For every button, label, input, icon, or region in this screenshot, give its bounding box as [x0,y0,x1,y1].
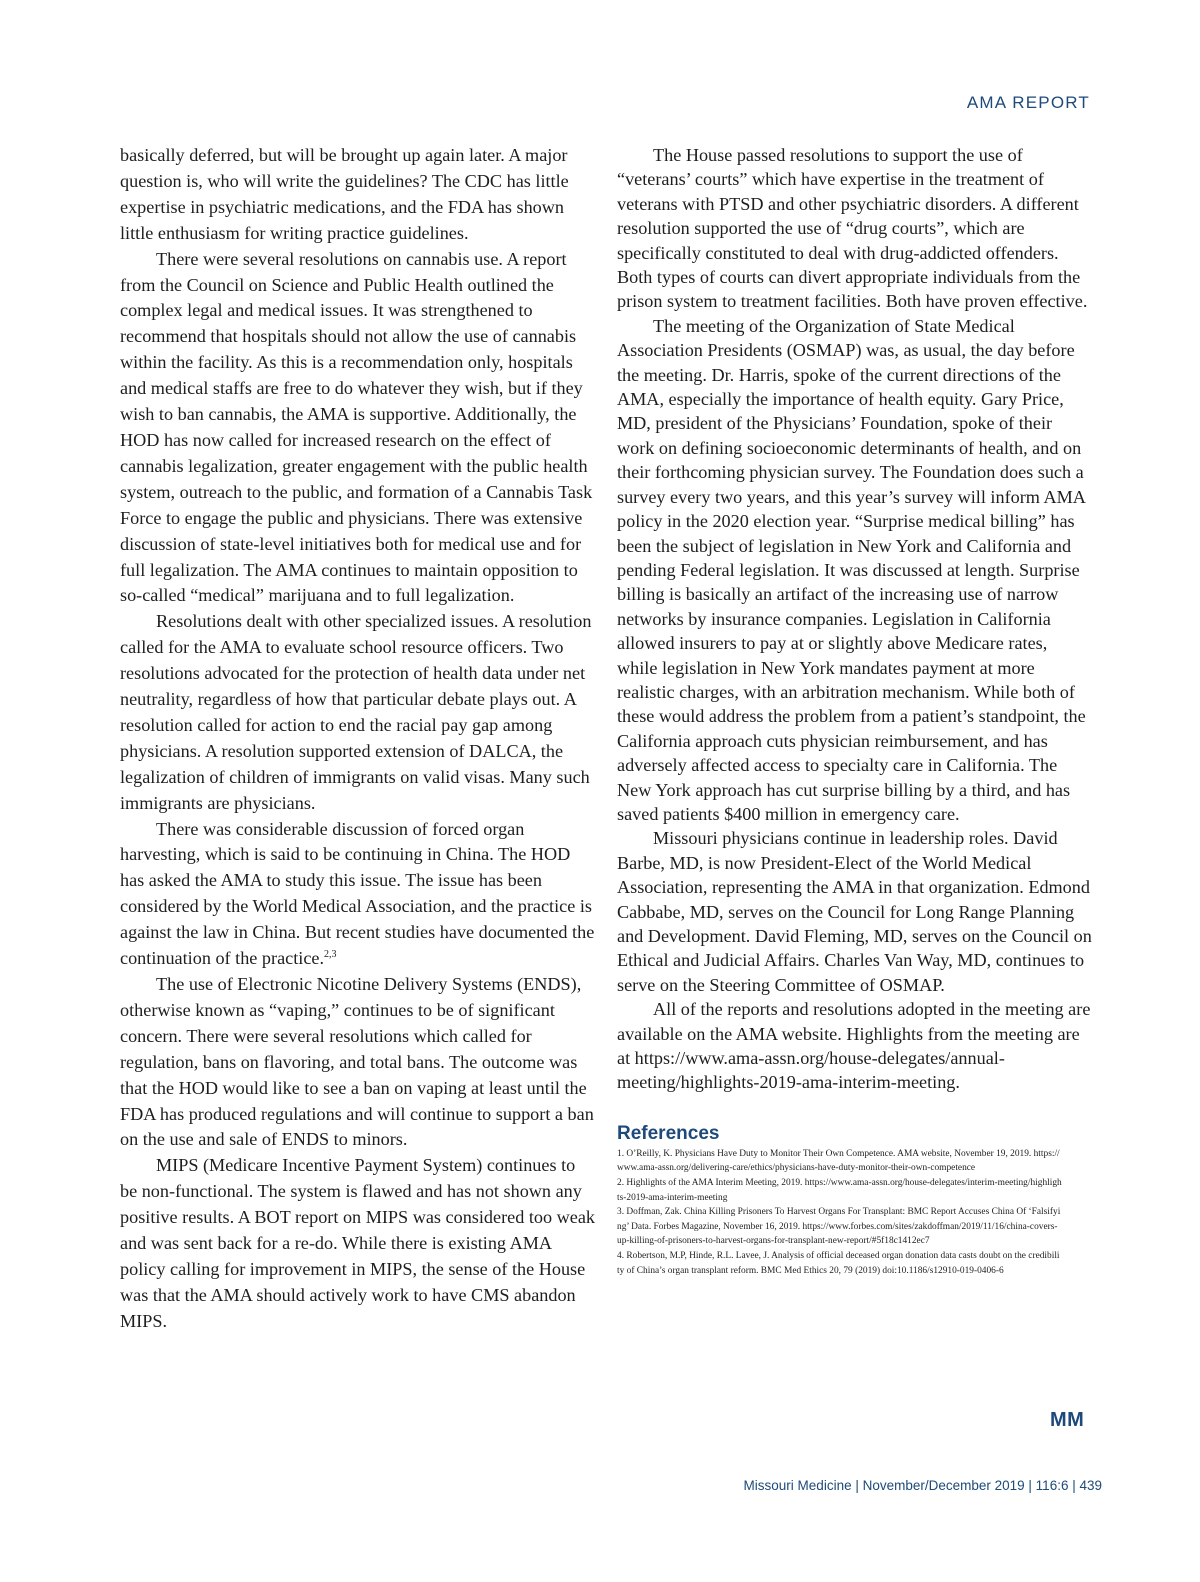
paragraph: basically deferred, but will be brought up again later. A major question is, who will write the guidelines? The CDC has little expertise in psychiatric medications, and the FDA has shown little enthusiasm for writing practice guidelines. [120,145,569,243]
paragraph: Missouri physicians continue in leadership roles. David Barbe, MD, is now President-Elect of the World Medical Association, representing the AMA in that organization. Edmond Cabbabe, MD, serves on the Council for Long Range Planning and Development. David Fleming, MD, serves on the Council on Ethical and Judicial Affairs. Charles Van Way, MD, continues to serve on the Steering Committee of OSMAP. [617,828,1092,995]
paragraph-text: There was considerable discussion of forced organ harvesting, which is said to be continuing in China. The HOD has asked the AMA to study this issue. The issue has been considered by the World Medical Association, and the practice is against the law in China. But recent studies have documented the continuation of the practice. [120,818,595,969]
reference-item: 2. Highlights of the AMA Interim Meeting, 2019. https://www.ama-assn.org/house-delegates/interim-meeting/highlights-2019-ama-interim-meeting [617,1178,1062,1203]
reference-item: 1. O’Reilly, K. Physicians Have Duty to Monitor Their Own Competence. AMA website, November 19, 2019. https://www.ama-assn.org/delivering-care/ethics/physicians-have-duty-monitor-their-own-competence [617,1148,1060,1174]
paragraph [120,817,595,972]
citation-superscript[interactable]: 2,3 [324,949,337,961]
paragraph: The House passed resolutions to support the use of “veterans’ courts” which have expertise in the treatment of veterans with PTSD and other psychiatric disorders. A different resolution supported the use of “drug courts”, which are specifically constituted to deal with drug-addicted offenders. Both types of courts can divert appropriate individuals from the prison system to treatment facilities. Both have proven effective. [617,145,1088,312]
page-footer: Missouri Medicine | November/December 2019 | 116:6 | 439 [743,1478,1102,1493]
right-column [617,143,1092,1278]
reference-item: 4. Robertson, M.P, Hinde, R.L. Lavee, J. Analysis of official deceased organ donation data casts doubt on the credibility of China’s organ transplant reform. BMC Med Ethics 20, 79 (2019) doi:10.1186/s12910-019-0406-6 [617,1251,1060,1276]
references-heading: References [617,1122,720,1144]
missouri-medicine-logo: MM [1050,1409,1085,1431]
paragraph: There were several resolutions on cannabis use. A report from the Council on Science and Public Health outlined the complex legal and medical issues. It was strengthened to recommend that hospitals should not allow the use of cannabis within the facility. As this is a recommendation only, hospitals and medical staffs are free to do whatever they wish, but if they wish to ban cannabis, the AMA is supportive. Additionally, the HOD has now called for increased research on the effect of cannabis legalization, greater engagement with the public health system, outreach to the public, and formation of a Cannabis Task Force to engage the public and physicians. There was extensive discussion of state-level initiatives both for medical use and for full legalization. The AMA continues to maintain opposition to so-called “medical” marijuana and to full legalization. [120,248,593,606]
left-column [120,143,595,1335]
paragraph: All of the reports and resolutions adopted in the meeting are available on the AMA website. Highlights from the meeting are at https://www.ama-assn.org/house-delegates/annual-meeting/highlights-2019-ama-interim-meeting. [617,999,1091,1093]
paragraph: The meeting of the Organization of State Medical Association Presidents (OSMAP) was, as usual, the day before the meeting. Dr. Harris, spoke of the current directions of the AMA, especially the importance of health equity. Gary Price, MD, president of the Physicians’ Foundation, spoke of their work on defining socioeconomic determinants of health, and on their forthcoming physician survey. The Foundation does such a survey every two years, and this year’s survey will inform AMA policy in the 2020 election year. “Surprise medical billing” has been the subject of legislation in New York and California and pending Federal legislation. It was discussed at length. Surprise billing is basically an artifact of the increasing use of narrow networks by insurance companies. Legislation in California allowed insurers to pay at or slightly above Medicare rates, while legislation in New York mandates payment at more realistic charges, with an arbitration mechanism. While both of these would address the problem from a patient’s standpoint, the California approach cuts physician reimbursement, and has adversely affected access to specialty care in California. The New York approach has cut surprise billing by a third, and has saved patients $400 million in emergency care. [617,315,1086,824]
section-label: AMA REPORT [966,93,1090,112]
references-list [617,1147,1092,1278]
paragraph: The use of Electronic Nicotine Delivery Systems (ENDS), otherwise known as “vaping,” continues to be of significant concern. There were several resolutions which called for regulation, bans on flavoring, and total bans. The outcome was that the HOD would like to see a ban on vaping at least until the FDA has produced regulations and will continue to support a ban on the use and sale of ENDS to minors. [120,974,594,1150]
paragraph: Resolutions dealt with other specialized issues. A resolution called for the AMA to evaluate school resource officers. Two resolutions advocated for the protection of health data under net neutrality, regardless of how that particular debate plays out. A resolution called for action to end the racial pay gap among physicians. A resolution supported extension of DALCA, the legalization of children of immigrants on valid visas. Many such immigrants are physicians. [120,611,592,813]
reference-item: 3. Doffman, Zak. China Killing Prisoners To Harvest Organs For Transplant: BMC Report Accuses China Of ‘Falsifying’ Data. Forbes Magazine, November 16, 2019. https://www.forbes.com/sites/zakdoffman/2019/11/16/china-covers-up-killing-of-prisoners-to-harvest-organs-for-transplant-new-report/#5f18c1412ec7 [617,1207,1061,1247]
paragraph: MIPS (Medicare Incentive Payment System) continues to be non-functional. The system is flawed and has not shown any positive results. A BOT report on MIPS was considered too weak and was sent back for a re-do. While there is existing AMA policy calling for improvement in MIPS, the sense of the House was that the AMA should actively work to have CMS abandon MIPS. [120,1155,596,1331]
